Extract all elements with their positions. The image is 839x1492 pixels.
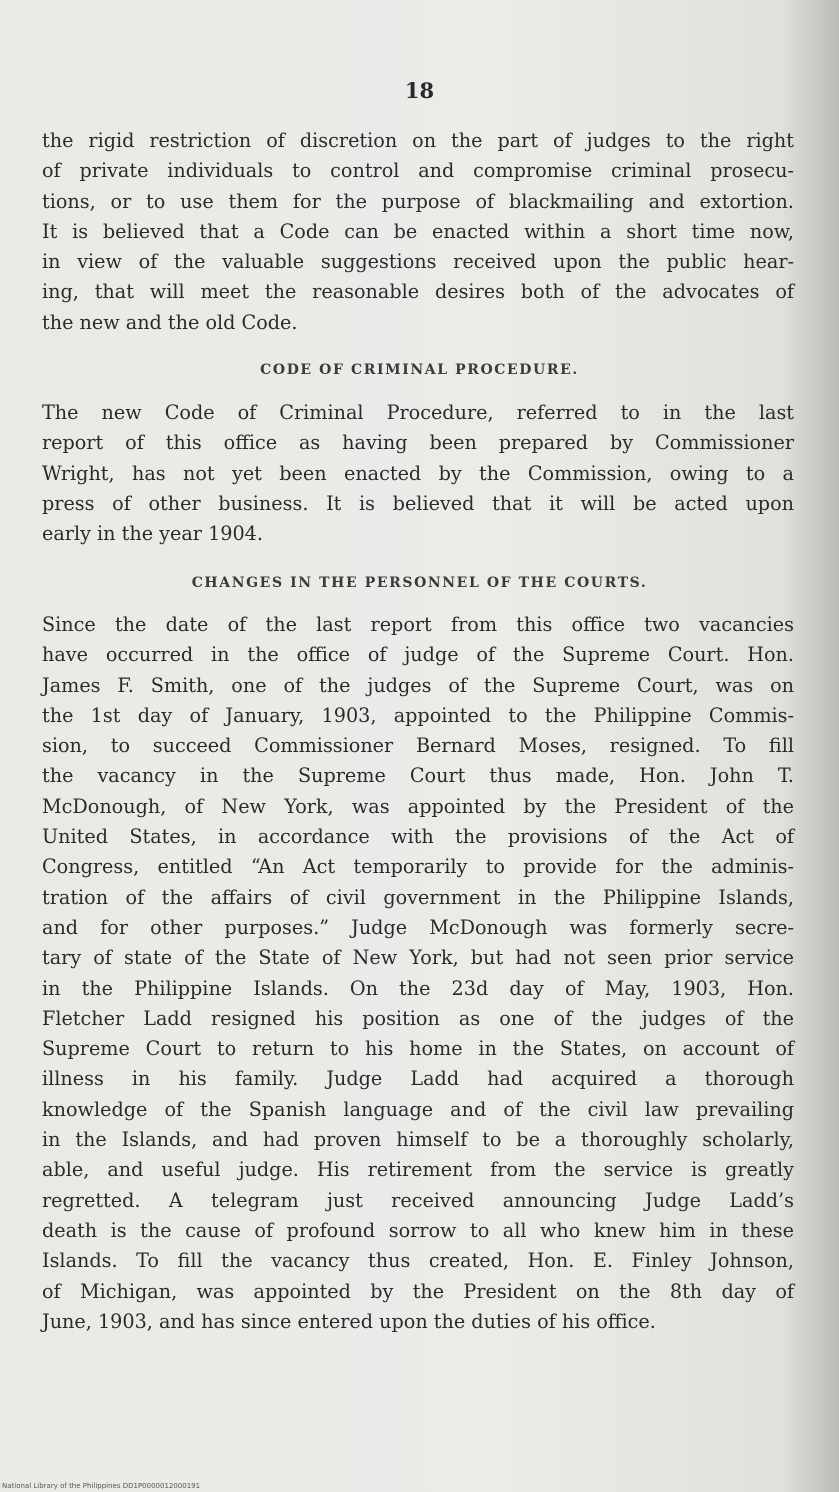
text-line: sion, to succeed Commissioner Bernard Moses, resigned. To fill bbox=[42, 734, 794, 758]
text-line: regretted. A telegram just received announcing Judge Ladd’s bbox=[42, 1188, 794, 1212]
text-line: knowledge of the Spanish language and of the civil law prevailing bbox=[42, 1097, 794, 1121]
text-line: in the Islands, and had proven himself to be a thoroughly scholarly, bbox=[42, 1128, 794, 1152]
paragraph-code-discussion bbox=[42, 126, 794, 338]
text-line: death is the cause of profound sorrow to all who knew him in these bbox=[42, 1218, 794, 1242]
text-line: in view of the valuable suggestions received upon the public hear- bbox=[42, 250, 794, 274]
paragraph-personnel-changes bbox=[42, 610, 794, 1337]
text-line: and for other purposes.” Judge McDonough was formerly secre- bbox=[42, 915, 794, 939]
text-line: Congress, entitled “An Act temporarily to provide for the adminis- bbox=[42, 855, 794, 879]
page-number: 18 bbox=[404, 78, 435, 103]
text-line: report of this office as having been prepared by Commissioner bbox=[42, 431, 794, 455]
text-line: United States, in accordance with the provisions of the Act of bbox=[42, 825, 794, 849]
text-line: Fletcher Ladd resigned his position as one of the judges of the bbox=[42, 1006, 794, 1030]
text-line: The new Code of Criminal Procedure, referred to in the last bbox=[42, 401, 794, 424]
text-line: tary of state of the State of New York, but had not seen prior service bbox=[42, 946, 794, 970]
paragraph-criminal-procedure bbox=[42, 398, 794, 549]
text-line: early in the year 1904. bbox=[42, 522, 263, 546]
text-line: It is believed that a Code can be enacted within a short time now, bbox=[42, 219, 794, 243]
section-heading-criminal-procedure: CODE OF CRIMINAL PROCEDURE. bbox=[260, 362, 579, 378]
text-line: ing, that will meet the reasonable desires both of the advocates of bbox=[42, 280, 794, 304]
text-line: in the Philippine Islands. On the 23d day of May, 1903, Hon. bbox=[42, 976, 794, 1000]
text-line: McDonough, of New York, was appointed by the President of the bbox=[42, 794, 794, 818]
text-line: have occurred in the office of judge of the Supreme Court. Hon. bbox=[42, 643, 794, 667]
text-line: illness in his family. Judge Ladd had acquired a thorough bbox=[42, 1067, 794, 1091]
text-line: James F. Smith, one of the judges of the Supreme Court, was on bbox=[42, 673, 794, 697]
section-heading-personnel-changes: CHANGES IN THE PERSONNEL OF THE COURTS. bbox=[191, 575, 648, 591]
text-line: June, 1903, and has since entered upon the duties of his office. bbox=[42, 1309, 656, 1333]
text-line: Wright, has not yet been enacted by the Commission, owing to a bbox=[42, 461, 794, 485]
text-line: Since the date of the last report from this office two vacancies bbox=[42, 613, 794, 636]
text-line: tions, or to use them for the purpose of blackmailing and extortion. bbox=[42, 189, 794, 213]
text-line: the 1st day of January, 1903, appointed to the Philippine Commis- bbox=[42, 703, 794, 727]
text-line: the new and the old Code. bbox=[42, 310, 298, 334]
text-line: Islands. To fill the vacancy thus created, Hon. E. Finley Johnson, bbox=[42, 1249, 794, 1273]
text-line: of Michigan, was appointed by the President on the 8th day of bbox=[42, 1279, 794, 1303]
text-line: Supreme Court to return to his home in the States, on account of bbox=[42, 1037, 794, 1061]
text-line: the rigid restriction of discretion on the part of judges to the right bbox=[42, 129, 794, 152]
text-line: the vacancy in the Supreme Court thus made, Hon. John T. bbox=[42, 764, 794, 788]
text-line: of private individuals to control and compromise criminal prosecu- bbox=[42, 159, 794, 183]
text-line: able, and useful judge. His retirement from the service is greatly bbox=[42, 1158, 794, 1182]
text-line: tration of the affairs of civil government in the Philippine Islands, bbox=[42, 885, 794, 909]
archive-footer-caption: National Library of the Philippines DD1P0000012000191 bbox=[2, 1482, 201, 1490]
text-line: press of other business. It is believed that it will be acted upon bbox=[42, 491, 794, 515]
